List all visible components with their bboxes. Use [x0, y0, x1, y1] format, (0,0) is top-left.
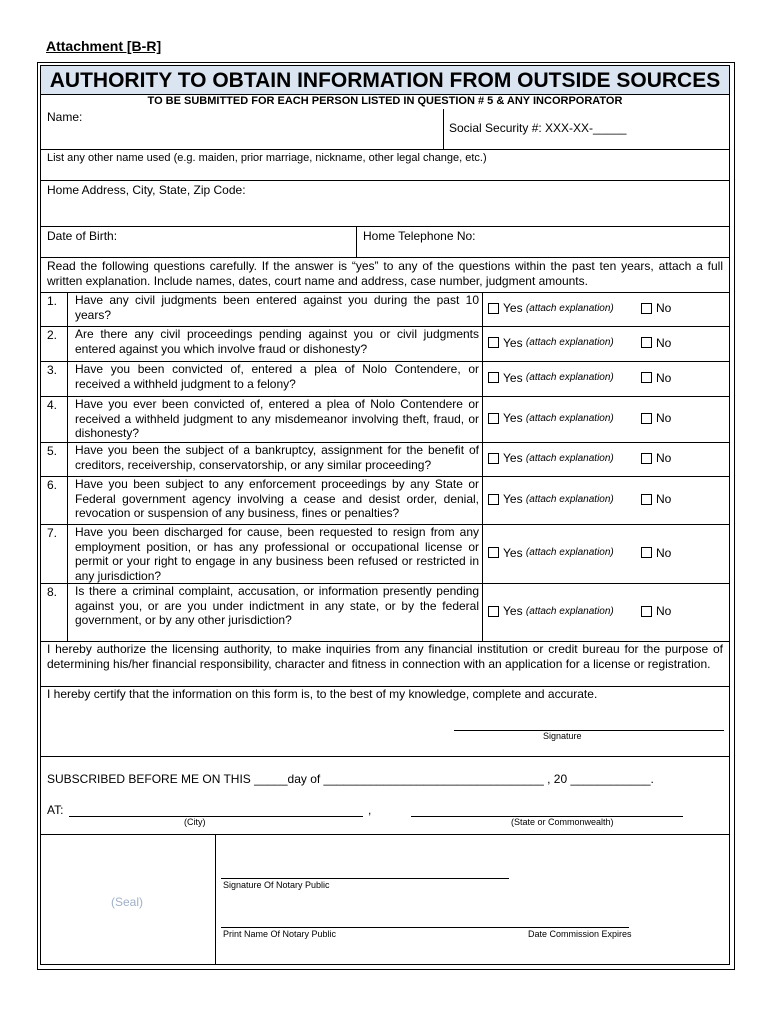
no-label: No	[656, 335, 672, 350]
phone-label: Home Telephone No:	[363, 229, 476, 243]
form	[40, 65, 730, 965]
no-option[interactable]	[641, 336, 671, 350]
comma: ,	[368, 803, 372, 817]
yes-label: Yes	[503, 301, 523, 315]
question-number: 2.	[47, 328, 58, 342]
dob-label: Date of Birth:	[47, 229, 118, 243]
city-caption: (City)	[184, 817, 206, 827]
question-number: 6.	[47, 478, 58, 492]
notary-print-caption: Print Name Of Notary Public	[223, 929, 337, 939]
yes-label: Yes	[503, 545, 523, 560]
no-label: No	[656, 604, 672, 618]
subscribed-text: SUBSCRIBED BEFORE ME ON THIS _____day of _________________________________ , 20 ____________.	[47, 772, 654, 786]
no-option[interactable]	[641, 301, 671, 315]
at-label: AT:	[47, 803, 64, 817]
no-label: No	[656, 451, 672, 465]
question-text: Have you been the subject of a bankruptcy, assignment for the benefit of creditors, receivership, conservatorship, or any similar proceeding?	[75, 443, 479, 472]
yes-option[interactable]	[488, 411, 614, 425]
question-text: Have you been subject to any enforcement proceedings by any State or Federal government agency involving a cease and desist order, denial, revocation or suspension of any business, fines or penalties?	[75, 477, 479, 520]
yes-label: Yes	[503, 370, 523, 385]
yes-label: Yes	[503, 335, 523, 350]
no-option[interactable]	[641, 492, 671, 506]
question-number: 4.	[47, 398, 58, 412]
address-label: Home Address, City, State, Zip Code:	[47, 183, 246, 197]
city-line[interactable]	[69, 816, 363, 817]
form-title: AUTHORITY TO OBTAIN INFORMATION FROM OUTSIDE SOURCES	[41, 66, 729, 95]
question-text: Is there a criminal complaint, accusation, or information presently pending against you, or are you under indictment in any state, or by the federal government, or by any other jurisdiction?	[75, 584, 479, 627]
yes-note: (attach explanation)	[525, 372, 614, 383]
question-text: Have you been convicted of, entered a plea of Nolo Contendere, or received a withheld judgment to a felony?	[75, 362, 479, 391]
yes-option[interactable]	[488, 336, 614, 350]
question-text: Have any civil judgments been entered against you during the past 10 years?	[75, 293, 479, 322]
notary-print-line[interactable]	[221, 927, 629, 928]
question-number: 7.	[47, 526, 58, 540]
name-label: Name:	[47, 110, 83, 124]
no-checkbox[interactable]	[641, 547, 652, 558]
no-checkbox[interactable]	[641, 453, 652, 464]
no-option[interactable]	[641, 371, 671, 385]
yes-checkbox[interactable]	[488, 494, 499, 505]
yes-label: Yes	[503, 451, 523, 465]
no-checkbox[interactable]	[641, 413, 652, 424]
notary-signature-caption: Signature Of Notary Public	[223, 880, 330, 890]
yes-checkbox[interactable]	[488, 413, 499, 424]
question-number: 1.	[47, 294, 58, 308]
yes-note: (attach explanation)	[525, 452, 614, 464]
ssn-label: Social Security #: XXX-XX-_____	[449, 121, 627, 135]
instructions: Read the following questions carefully. If the answer is “yes” to any of the questions within the past ten years, attach a full written explanation. Include names, dates, court name and address, case number, judgment amounts.	[47, 259, 723, 288]
yes-option[interactable]	[488, 604, 614, 618]
no-option[interactable]	[641, 411, 671, 425]
yes-label: Yes	[503, 411, 523, 425]
no-option[interactable]	[641, 546, 671, 560]
no-option[interactable]	[641, 451, 671, 465]
signature-caption: Signature	[543, 731, 582, 741]
notary-signature-line[interactable]	[221, 878, 509, 879]
no-label: No	[656, 411, 672, 425]
yes-option[interactable]	[488, 301, 614, 315]
yes-note: (attach explanation)	[525, 412, 614, 424]
other-names-label: List any other name used (e.g. maiden, prior marriage, nickname, other legal change, etc.)	[47, 152, 487, 164]
question-number: 8.	[47, 585, 58, 599]
no-label: No	[656, 545, 672, 560]
yes-option[interactable]	[488, 371, 614, 385]
no-checkbox[interactable]	[641, 337, 652, 348]
yes-note: (attach explanation)	[525, 547, 614, 558]
certify-text: I hereby certify that the information on this form is, to the best of my knowledge, complete and accurate.	[47, 687, 598, 701]
yes-option[interactable]	[488, 492, 614, 506]
yes-label: Yes	[503, 492, 523, 506]
authorize-text: I hereby authorize the licensing authority, to make inquiries from any financial institution or credit bureau for the purpose of determining his/her financial responsibility, character and fitness in connection with an application for a license or registration.	[47, 642, 723, 671]
no-checkbox[interactable]	[641, 606, 652, 617]
yes-note: (attach explanation)	[525, 493, 614, 505]
no-label: No	[656, 492, 672, 506]
no-checkbox[interactable]	[641, 303, 652, 314]
question-text: Have you been discharged for cause, been requested to resign from any employment position, or has any professional or occupational license or permit or your right to engage in any business been refused or restricted in any jurisdiction?	[75, 525, 479, 583]
signature-line[interactable]	[454, 730, 724, 731]
yes-checkbox[interactable]	[488, 337, 499, 348]
no-option[interactable]	[641, 604, 671, 618]
attachment-label: Attachment [B-R]	[46, 38, 162, 54]
commission-caption: Date Commission Expires	[528, 929, 632, 939]
yes-checkbox[interactable]	[488, 547, 499, 558]
yes-note: (attach explanation)	[525, 302, 614, 314]
yes-option[interactable]	[488, 546, 614, 560]
yes-checkbox[interactable]	[488, 453, 499, 464]
yes-checkbox[interactable]	[488, 372, 499, 383]
no-checkbox[interactable]	[641, 494, 652, 505]
yes-option[interactable]	[488, 451, 614, 465]
no-checkbox[interactable]	[641, 372, 652, 383]
no-label: No	[656, 301, 672, 315]
question-text: Are there any civil proceedings pending against you or civil judgments entered against you which involve fraud or dishonesty?	[75, 327, 479, 356]
yes-label: Yes	[503, 604, 523, 618]
yes-checkbox[interactable]	[488, 303, 499, 314]
question-number: 5.	[47, 444, 58, 458]
form-subtitle: TO BE SUBMITTED FOR EACH PERSON LISTED IN QUESTION # 5 & ANY INCORPORATOR	[147, 95, 623, 107]
state-caption: (State or Commonwealth)	[511, 817, 614, 827]
seal-area: (Seal)	[111, 895, 144, 909]
yes-checkbox[interactable]	[488, 606, 499, 617]
yes-note: (attach explanation)	[525, 605, 614, 617]
question-number: 3.	[47, 363, 58, 377]
yes-note: (attach explanation)	[525, 337, 614, 348]
no-label: No	[656, 370, 672, 385]
question-text: Have you ever been convicted of, entered a plea of Nolo Contendere or received a withheld judgment to any misdemeanor involving theft, fraud, or dishonesty?	[75, 397, 479, 440]
